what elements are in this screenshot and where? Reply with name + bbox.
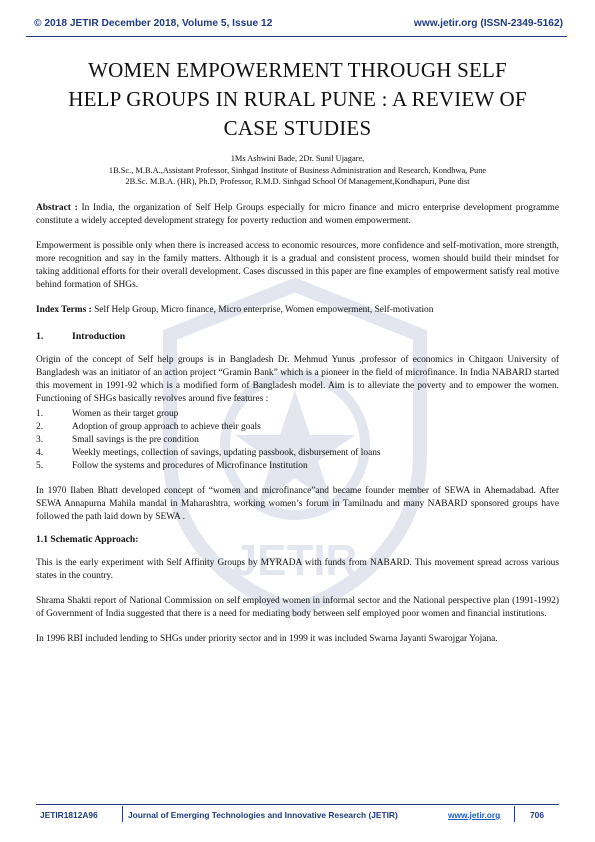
running-header (34, 18, 563, 44)
list-item: 2. Adoption of group approach to achieve their goals (36, 421, 261, 432)
footer-separator (122, 806, 123, 822)
empowerment-paragraph: Empowerment is possible only when there is increased access to economic resources, more confidence and self-motivation, more strength, more recognition and say in the family matters. Although it is a gradual and consistent process, women should build their mindset for taking additional efforts for their overall development. Cases discussed in this paper are fine examples of empowerment satisfy real motive behind formation of SHGs. (36, 240, 559, 290)
footer-rule (36, 804, 559, 805)
header-rule (26, 36, 567, 37)
abstract-text: In India, the organization of Self Help Groups especially for micro finance and micro enterprise development programme constitute a widely accepted development strategy for poverty reduction and women empowerment. (36, 202, 559, 226)
schematic-paragraph-1: This is the early experiment with Self Affinity Groups by MYRADA with funds from NABARD. This movement spread across various states in the country. (36, 557, 559, 581)
watermark-text: JETIR (232, 536, 358, 585)
list-item: 4. Weekly meetings, collection of savings, updating passbook, disbursement of loans (36, 447, 381, 458)
section-heading-introduction: 1. Introduction (36, 330, 126, 342)
page-footer (36, 812, 559, 830)
schematic-paragraph-2: Shrama Shakti report of National Commission on self employed women in informal sector and the National perspective plan (1991-1992) of Government of India suggested that there is a need for mediating body between self employed poor women and financial institutions. (36, 595, 559, 619)
article-body (36, 56, 559, 646)
author-block (36, 153, 559, 188)
author-affiliation-1: 1B.Sc., M.B.A.,Assistant Professor, Sinhgad Institute of Business Administration and Research, Kondhwa, Pune (108, 165, 487, 175)
author-names: 1Ms Ashwini Bade, 2Dr. Sunil Ujagare, (230, 154, 365, 163)
header-citation: © 2018 JETIR December 2018, Volume 5, Issue 12 (34, 18, 273, 29)
list-item: 5. Follow the systems and procedures of Microfinance Institution (36, 460, 308, 471)
list-item: 3. Small savings is the pre condition (36, 434, 199, 445)
index-terms (36, 304, 559, 317)
abstract-label: Abstract : (36, 202, 78, 213)
features-list (36, 408, 559, 473)
footer-separator (514, 806, 515, 822)
footer-journal-name: Journal of Emerging Technologies and Innovative Research (JETIR) (128, 810, 398, 820)
footer-website-link[interactable]: www.jetir.org (448, 810, 501, 820)
footer-paper-code: JETIR1812A96 (40, 810, 98, 820)
author-affiliation-2: 2B.Sc. M.B.A. (HR), Ph.D, Professor, R.M.D. Sinhgad School Of Management,Kondhapuri, Pune dist (125, 177, 470, 186)
list-item: 1. Women as their target group (36, 408, 179, 419)
paper-title: WOMEN EMPOWERMENT THROUGH SELF HELP GROUPS IN RURAL PUNE : A REVIEW OF CASE STUDIES (68, 58, 527, 140)
footer-page-number: 706 (530, 810, 544, 820)
abstract (36, 202, 559, 228)
index-terms-text: Self Help Group, Micro finance, Micro enterprise, Women empowerment, Self-motivation (91, 304, 434, 315)
introduction-paragraph: Origin of the concept of Self help groups is in Bangladesh Dr. Mehmud Yunus ,professor of economics in Chitgaon University of Bangladesh was an initiator of an action project “Gramin Bank” which is a pioneer in the field of microfinance. In India NABARD started this movement in 1991-92 which is a modified form of Bangladesh model. Aim is to alleviate the poverty and to empower the women. Functioning of SHGs basically revolves around five features : (36, 354, 559, 404)
header-website[interactable]: www.jetir.org (ISSN-2349-5162) (413, 18, 563, 29)
section-heading-schematic: 1.1 Schematic Approach: (36, 533, 139, 545)
index-terms-label: Index Terms : (36, 304, 92, 315)
schematic-paragraph-3: In 1996 RBI included lending to SHGs under priority sector and in 1999 it was included Swarna Jayanti Swarojgar Yojana. (36, 633, 498, 644)
sewa-paragraph: In 1970 Ilaben Bhatt developed concept of “women and microfinance”and became founder member of SEWA in Ahemadabad. After SEWA Annapurna Mahila mandal in Maharashtra, working women’s forum in Tamilnadu and many NABARD sponsored groups have followed the path laid down by SEWA . (36, 485, 559, 522)
